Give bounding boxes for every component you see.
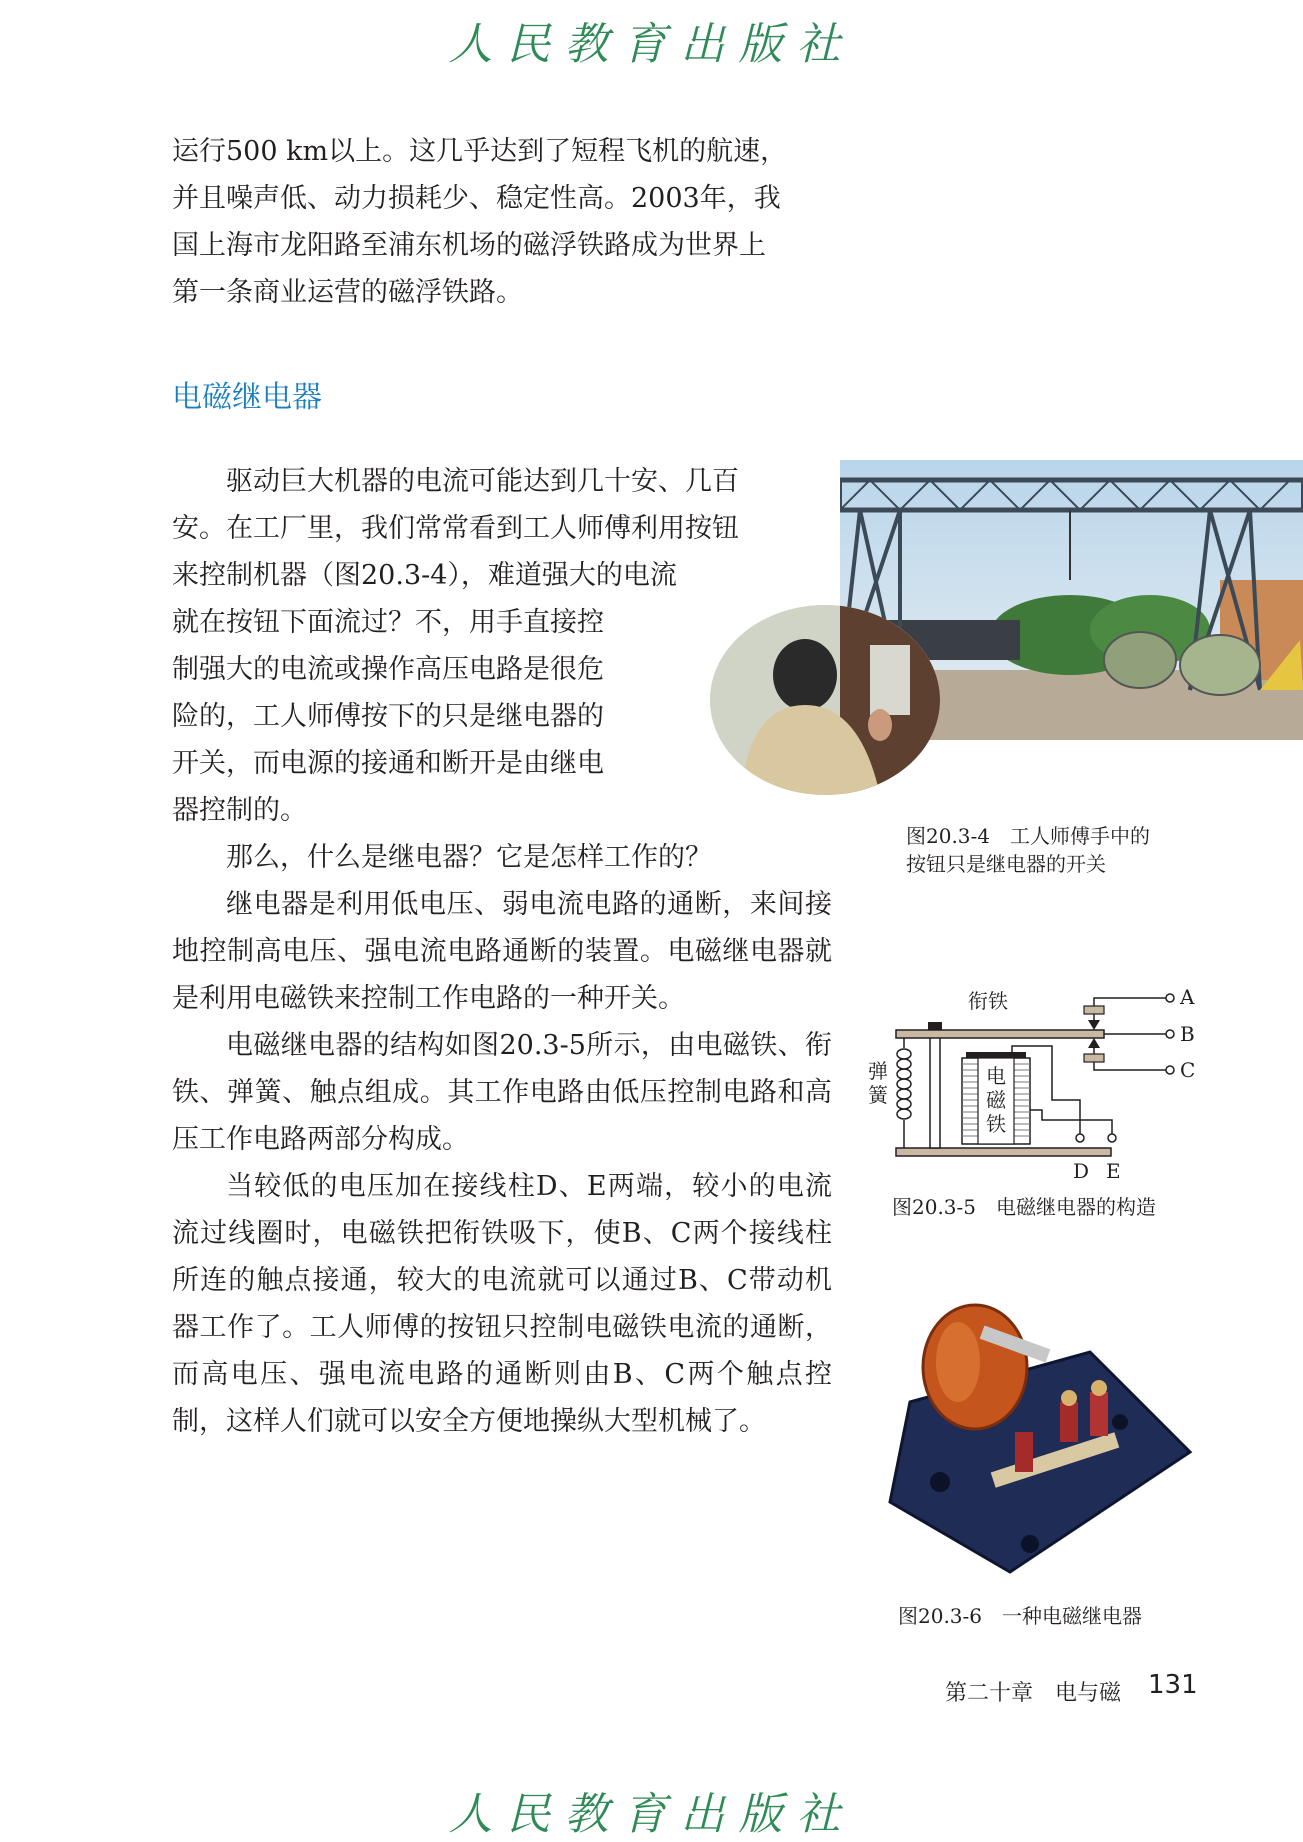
intro-line: 第一条商业运营的磁浮铁路。: [172, 277, 523, 308]
paragraph-3: 继电器是利用低电压、弱电流电路的通断，来间接地控制高电压、强电流电路通断的装置。电磁继电器就是利用电磁铁来控制工作电路的一种开关。: [172, 889, 832, 1014]
paragraph-1: [172, 458, 812, 834]
worker-image: [710, 605, 940, 795]
spring-label-2: 簧: [868, 1083, 888, 1107]
para1-line: 安。在工厂里，我们常常看到工人师傅利用按钮: [172, 513, 739, 544]
intro-line: 并且噪声低、动力损耗少、稳定性高。2003年，我: [172, 183, 781, 214]
contact-point-top: [1088, 1020, 1100, 1030]
terminal-d: [1076, 1134, 1084, 1142]
publisher-watermark-top: 人民教育出版社: [448, 19, 855, 70]
terminal-b-label: B: [1180, 1022, 1195, 1046]
terminal-c: [1166, 1066, 1174, 1074]
terminal-e-label: E: [1106, 1159, 1121, 1183]
relay-base: [896, 1148, 1111, 1156]
intro-paragraph: [172, 128, 832, 316]
armature-bar: [896, 1030, 1104, 1038]
relay-structure-diagram: [866, 970, 1206, 1185]
publisher-watermark-bottom: 人民教育出版社: [448, 1789, 855, 1840]
electromagnet-label-2: 磁: [986, 1088, 1006, 1112]
terminal-a-label: A: [1180, 985, 1195, 1009]
intro-line: 运行500 km以上。这几乎达到了短程飞机的航速，: [172, 136, 788, 167]
paragraph-5: 当较低的电压加在接线柱D、E两端，较小的电流流过线圈时，电磁铁把衔铁吸下，使B、C两个接线柱所连的触点接通，较大的电流就可以通过B、C带动机器工作了。工人师傅的按钮只控制电磁铁电流的通断，而高电压、强电流电路的通断则由B、C两个触点控制，这样人们就可以安全方便地操纵大型机械了。: [172, 1171, 832, 1437]
spring-label-1: 弹: [868, 1059, 888, 1083]
terminal-a: [1166, 994, 1174, 1002]
para1-line: 险的，工人师傅按下的只是继电器的: [172, 701, 604, 732]
para1-line: 来控制机器（图20.3-4），难道强大的电流: [172, 560, 677, 591]
electromagnet-label-3: 铁: [986, 1112, 1006, 1136]
intro-line: 国上海市龙阳路至浦东机场的磁浮铁路成为世界上: [172, 230, 766, 261]
chapter-label: 第二十章 电与磁: [945, 1681, 1122, 1706]
contact-point-bottom: [1088, 1038, 1100, 1048]
paragraph-4: 电磁继电器的结构如图20.3-5所示，由电磁铁、衔铁、弹簧、触点组成。其工作电路由低压控制电路和高压工作电路两部分构成。: [172, 1030, 832, 1155]
figure-5-caption: 图20.3-5 电磁继电器的构造: [892, 1195, 1157, 1219]
paragraph-2: 那么，什么是继电器？它是怎样工作的？: [226, 842, 712, 873]
para1-line: 驱动巨大机器的电流可能达到几十安、几百: [226, 466, 739, 497]
para1-line: 开关，而电源的接通和断开是由继电: [172, 748, 604, 779]
contact-lower: [1084, 1054, 1104, 1062]
relay-post: [930, 1028, 940, 1148]
page-number: 131: [1148, 1670, 1198, 1700]
paragraph-block: [172, 834, 832, 1445]
electromagnet-core-top: [966, 1052, 1026, 1058]
worker-button-photo: [710, 605, 940, 795]
terminal-d-label: D: [1073, 1159, 1090, 1183]
terminal-post: [1060, 1402, 1078, 1442]
terminal-b: [1166, 1030, 1174, 1038]
para1-line: 就在按钮下面流过？不，用手直接控: [172, 607, 604, 638]
para1-line: 器控制的。: [172, 795, 307, 826]
relay-photo: [880, 1282, 1200, 1577]
terminal-e: [1108, 1134, 1116, 1142]
figure-4-caption-line: 按钮只是继电器的开关: [906, 852, 1106, 876]
armature-label: 衔铁: [968, 989, 1008, 1013]
spring: [897, 1038, 911, 1148]
terminal-post: [1015, 1432, 1033, 1472]
figure-6-caption: 图20.3-6 一种电磁继电器: [898, 1604, 1143, 1628]
section-title: 电磁继电器: [172, 380, 322, 415]
electromagnet-label-1: 电: [986, 1064, 1006, 1088]
figure-4-caption-line: 图20.3-4 工人师傅手中的: [906, 824, 1151, 848]
post-cap: [928, 1022, 942, 1030]
figure-4-caption: [906, 822, 1206, 878]
terminal-wires: [1012, 998, 1166, 1134]
terminal-c-label: C: [1180, 1058, 1196, 1082]
contact-upper: [1084, 1006, 1104, 1014]
terminal-post: [1090, 1392, 1108, 1436]
para1-line: 制强大的电流或操作高压电路是很危: [172, 654, 604, 685]
